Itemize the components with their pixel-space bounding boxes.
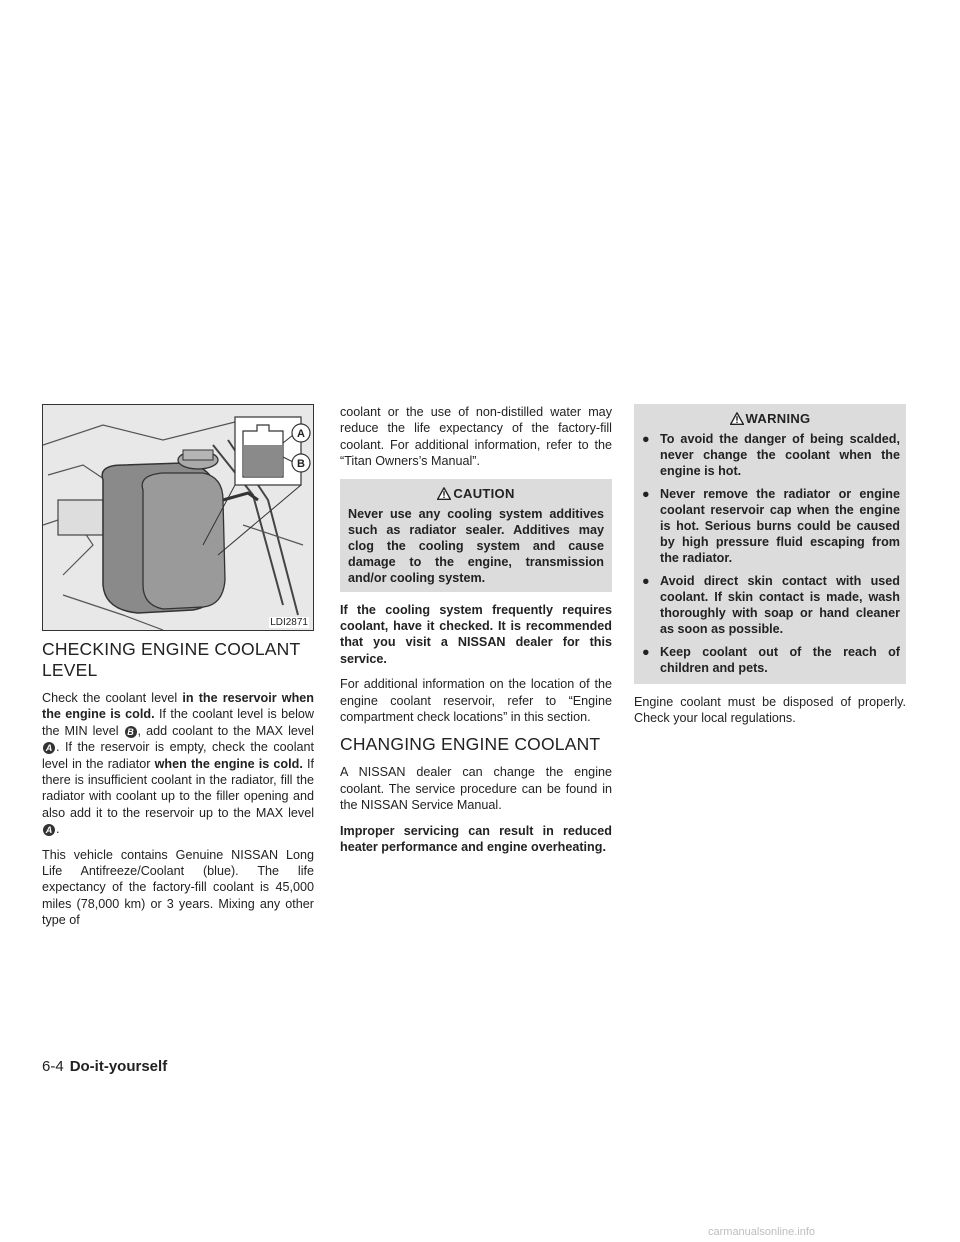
paragraph-frequent-coolant: If the cooling system frequently requires coolant, have it checked. It is recommended that you visit a NISSAN dealer for this service. bbox=[340, 602, 612, 666]
bullet-icon: ● bbox=[642, 487, 650, 501]
list-item: ● Never remove the radiator or engine coolant reservoir cap when the engine is hot. Serious burns could be caused by high pressure fluid escaping from the radiator. bbox=[642, 487, 900, 565]
paragraph-disposal: Engine coolant must be disposed of properly. Check your local regulations. bbox=[634, 695, 906, 726]
bullet-icon: ● bbox=[642, 645, 650, 659]
caution-box bbox=[340, 479, 612, 592]
marker-a-icon: A bbox=[43, 824, 55, 836]
caution-title: CAUTION bbox=[453, 485, 515, 501]
paragraph-coolant-type: This vehicle contains Genuine NISSAN Long Life Antifreeze/Coolant (blue). The life expectancy of the factory-fill coolant is 45,000 miles (78,000 km) or 3 years. Mixing any other type of bbox=[42, 847, 314, 928]
column-3 bbox=[634, 404, 906, 736]
section-heading-changing: CHANGING ENGINE COOLANT bbox=[340, 734, 601, 755]
column-2 bbox=[340, 404, 612, 865]
bullet-icon: ● bbox=[642, 432, 650, 446]
warning-title: WARNING bbox=[745, 411, 811, 426]
marker-b-icon: B bbox=[125, 726, 137, 738]
coolant-reservoir-illustration bbox=[42, 404, 314, 631]
section-name: Do-it-yourself bbox=[69, 1058, 168, 1075]
caution-text: Never use any cooling system additives such as radiator sealer. Additives may clog the cooling system and cause damage to the engine, transmission and/or cooling system. bbox=[348, 506, 604, 585]
page-footer bbox=[42, 1058, 167, 1075]
caution-triangle-icon bbox=[437, 487, 451, 500]
engine-bay-drawing bbox=[43, 405, 313, 630]
warning-triangle-icon bbox=[730, 412, 744, 425]
section-heading-checking: CHECKING ENGINE COOLANT LEVEL bbox=[42, 639, 301, 680]
paragraph-reservoir-location: For additional information on the location of the engine coolant reservoir, refer to “Engine compartment check locations” in this section. bbox=[340, 677, 612, 725]
list-item: ● Avoid direct skin contact with used coolant. If skin contact is made, wash thoroughly with soap or hand cleaner as soon as possible. bbox=[642, 574, 900, 636]
paragraph-continued: coolant or the use of non-distilled water may reduce the life expectancy of the factory-fill coolant. For additional information, refer to the “Titan Owners’s Manual”. bbox=[340, 405, 612, 469]
list-item: ● Keep coolant out of the reach of children and pets. bbox=[642, 645, 900, 675]
marker-a-icon: A bbox=[43, 742, 55, 754]
callout-a-label: A bbox=[297, 428, 305, 440]
paragraph-dealer-change: A NISSAN dealer can change the engine coolant. The service procedure can be found in the NISSAN Service Manual. bbox=[340, 765, 612, 813]
warning-box bbox=[634, 404, 906, 684]
paragraph-improper-servicing: Improper servicing can result in reduced heater performance and engine overheating. bbox=[340, 823, 612, 855]
paragraph-check-level: Check the coolant level in the reservoir when the engine is cold. If the coolant level is below the MIN level B , add coolant to the MAX level A . If the reservoir is empty, check the coolant level in the radiator when the engine is cold. If there is insufficient coolant in the radiator, fill the radiator with coolant up to the filler opening and also add it to the reservoir up to the MAX level A . bbox=[42, 691, 314, 837]
callout-b-label: B bbox=[297, 458, 305, 470]
page-number: 6-4 bbox=[42, 1058, 64, 1075]
column-1 bbox=[42, 404, 314, 938]
warning-list bbox=[634, 431, 906, 676]
figure-code: LDI2871 bbox=[270, 617, 308, 628]
watermark-link[interactable]: carmanualsonline.info bbox=[708, 1226, 816, 1238]
bullet-icon: ● bbox=[642, 574, 650, 588]
list-item: ● To avoid the danger of being scalded, never change the coolant when the engine is hot. bbox=[642, 432, 900, 478]
